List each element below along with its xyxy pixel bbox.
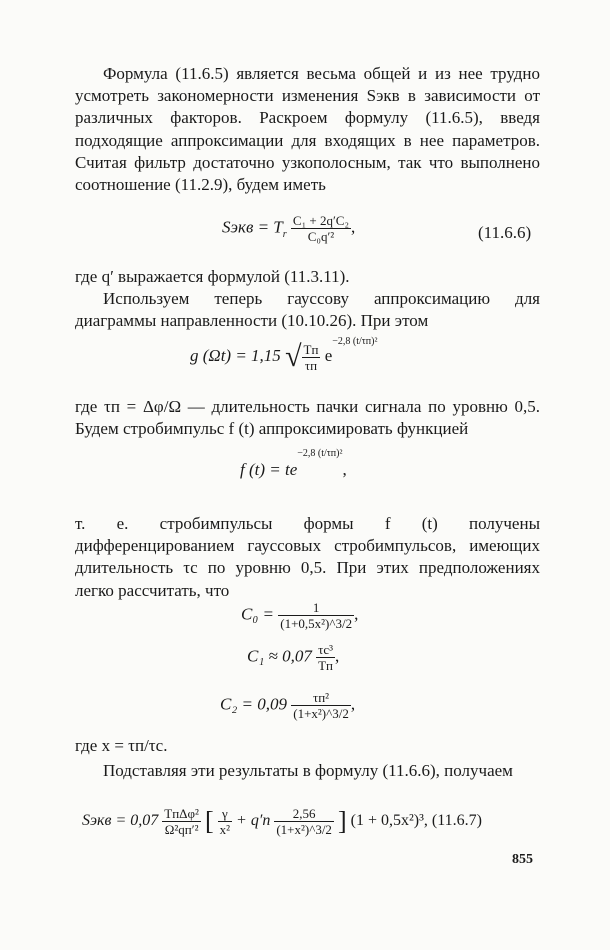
eq7-denominator-3: (1+x²)^3/2 (276, 822, 332, 837)
paragraph-2 (75, 266, 540, 288)
eq1-lhs: Sэкв = T (222, 217, 283, 237)
eq2-numerator: Tп (303, 341, 319, 357)
paragraph-2-text: где q′ выражается формулой (11.3.11). (75, 267, 350, 286)
eq7-denominator-1: Ω²qп′² (164, 822, 199, 837)
eq3-tail: , (342, 460, 347, 479)
eq1-sub: r (282, 228, 287, 240)
eq4-numerator: 1 (278, 600, 354, 616)
eq5-fraction (316, 642, 335, 673)
paragraph-4 (75, 396, 540, 440)
paragraph-3-text: Используем теперь гауссову аппроксимацию для диаграммы направленности (10.10.26). При этом (75, 289, 540, 331)
eq7-denominator-2: x² (219, 822, 231, 837)
sqrt-symbol: √ (285, 340, 302, 373)
eq7-tail: (1 + 0,5x²)³, (350, 812, 428, 830)
eq1-denominator: C₀q′² (307, 229, 335, 244)
equation-c1 (247, 642, 339, 673)
right-bracket: ] (337, 806, 347, 836)
eq3-exponent: −2,8 (t/τп)² (297, 448, 343, 460)
equation-c0 (241, 600, 358, 631)
eq2-base: e (324, 345, 333, 365)
eq1-tail: , (351, 217, 356, 237)
eq5-lhs: C₁ ≈ 0,07 (247, 646, 312, 666)
paragraph-1-text: Формула (11.6.5) является весьма общей и из нее трудно усмотреть закономерности изменения Sэкв в зависимости от различных факторов. Раскроем формулу (11.6.5), введя подходящие аппроксимации для входящих в нее параметров. Считая фильтр достаточно узкополосным, так что выполнено соотношение (11.2.9), будем иметь (75, 64, 540, 195)
eq2-fraction (302, 342, 321, 373)
left-bracket: [ (204, 806, 214, 836)
paragraph-3 (75, 288, 540, 332)
paragraph-1 (75, 63, 540, 196)
paragraph-5-text: т. е. стробимпульсы формы f (t) получены дифференцированием гауссовых стробимпульсов, имеющих длительность τc по уровню 0,5. При этих предположениях легко рассчитать, что (75, 514, 540, 600)
eq7-number: (11.6.7) (431, 812, 482, 830)
eq2-exponent: −2,8 (t/τп)² (332, 336, 378, 348)
eq6-fraction (291, 690, 351, 721)
paragraph-4-text: где τп = Δφ/Ω — длительность пачки сигнала по уровню 0,5. Будем стробимпульс f (t) аппроксимировать функцией (75, 397, 540, 439)
eq4-denominator: (1+0,5x²)^3/2 (280, 616, 353, 631)
eq1-numerator: C₁ + 2q′C₂ (292, 213, 350, 228)
eq4-fraction (278, 600, 354, 631)
paragraph-6-text: где x = τп/τс. (75, 736, 168, 755)
eq6-numerator: τп² (291, 690, 351, 706)
eq5-numerator: τc³ (318, 642, 333, 657)
paragraph-5 (75, 513, 540, 602)
eq6-denominator: (1+x²)^3/2 (293, 706, 349, 721)
eq4-tail: , (354, 604, 359, 624)
equation-11-6-7 (82, 806, 482, 837)
equation-11-6-6 (222, 213, 355, 244)
paragraph-7 (75, 760, 540, 782)
eq7-fraction-3 (274, 806, 334, 837)
eq1-fraction (291, 213, 351, 244)
eq5-tail: , (335, 646, 340, 666)
eq7-fraction-1 (162, 806, 201, 837)
eq7-mid: + q′п (236, 812, 271, 830)
eq7-fraction-2 (218, 806, 232, 837)
paragraph-6 (75, 735, 540, 757)
eq1-number: (11.6.6) (478, 223, 532, 242)
page-number: 855 (512, 852, 533, 867)
paragraph-7-text: Подставляя эти результаты в формулу (11.6.6), получаем (103, 761, 513, 780)
equation-gauss (190, 336, 378, 374)
eq7-numerator-3: 2,56 (274, 806, 334, 822)
equation-c2 (220, 690, 355, 721)
eq7-lhs: Sэкв = 0,07 (82, 812, 159, 830)
eq7-numerator-1: TпΔφ² (164, 806, 199, 821)
eq4-lhs: C₀ = (241, 604, 274, 624)
eq5-denominator: Tп (318, 658, 333, 673)
eq3-lhs: f (t) = te (240, 460, 298, 479)
eq2-lhs: g (Ωt) = 1,15 (190, 345, 281, 365)
eq6-tail: , (350, 694, 356, 714)
eq7-numerator-2: γ (218, 806, 232, 822)
eq2-denominator: τп (304, 357, 318, 373)
eq6-lhs: C₂ = 0,09 (220, 694, 287, 714)
